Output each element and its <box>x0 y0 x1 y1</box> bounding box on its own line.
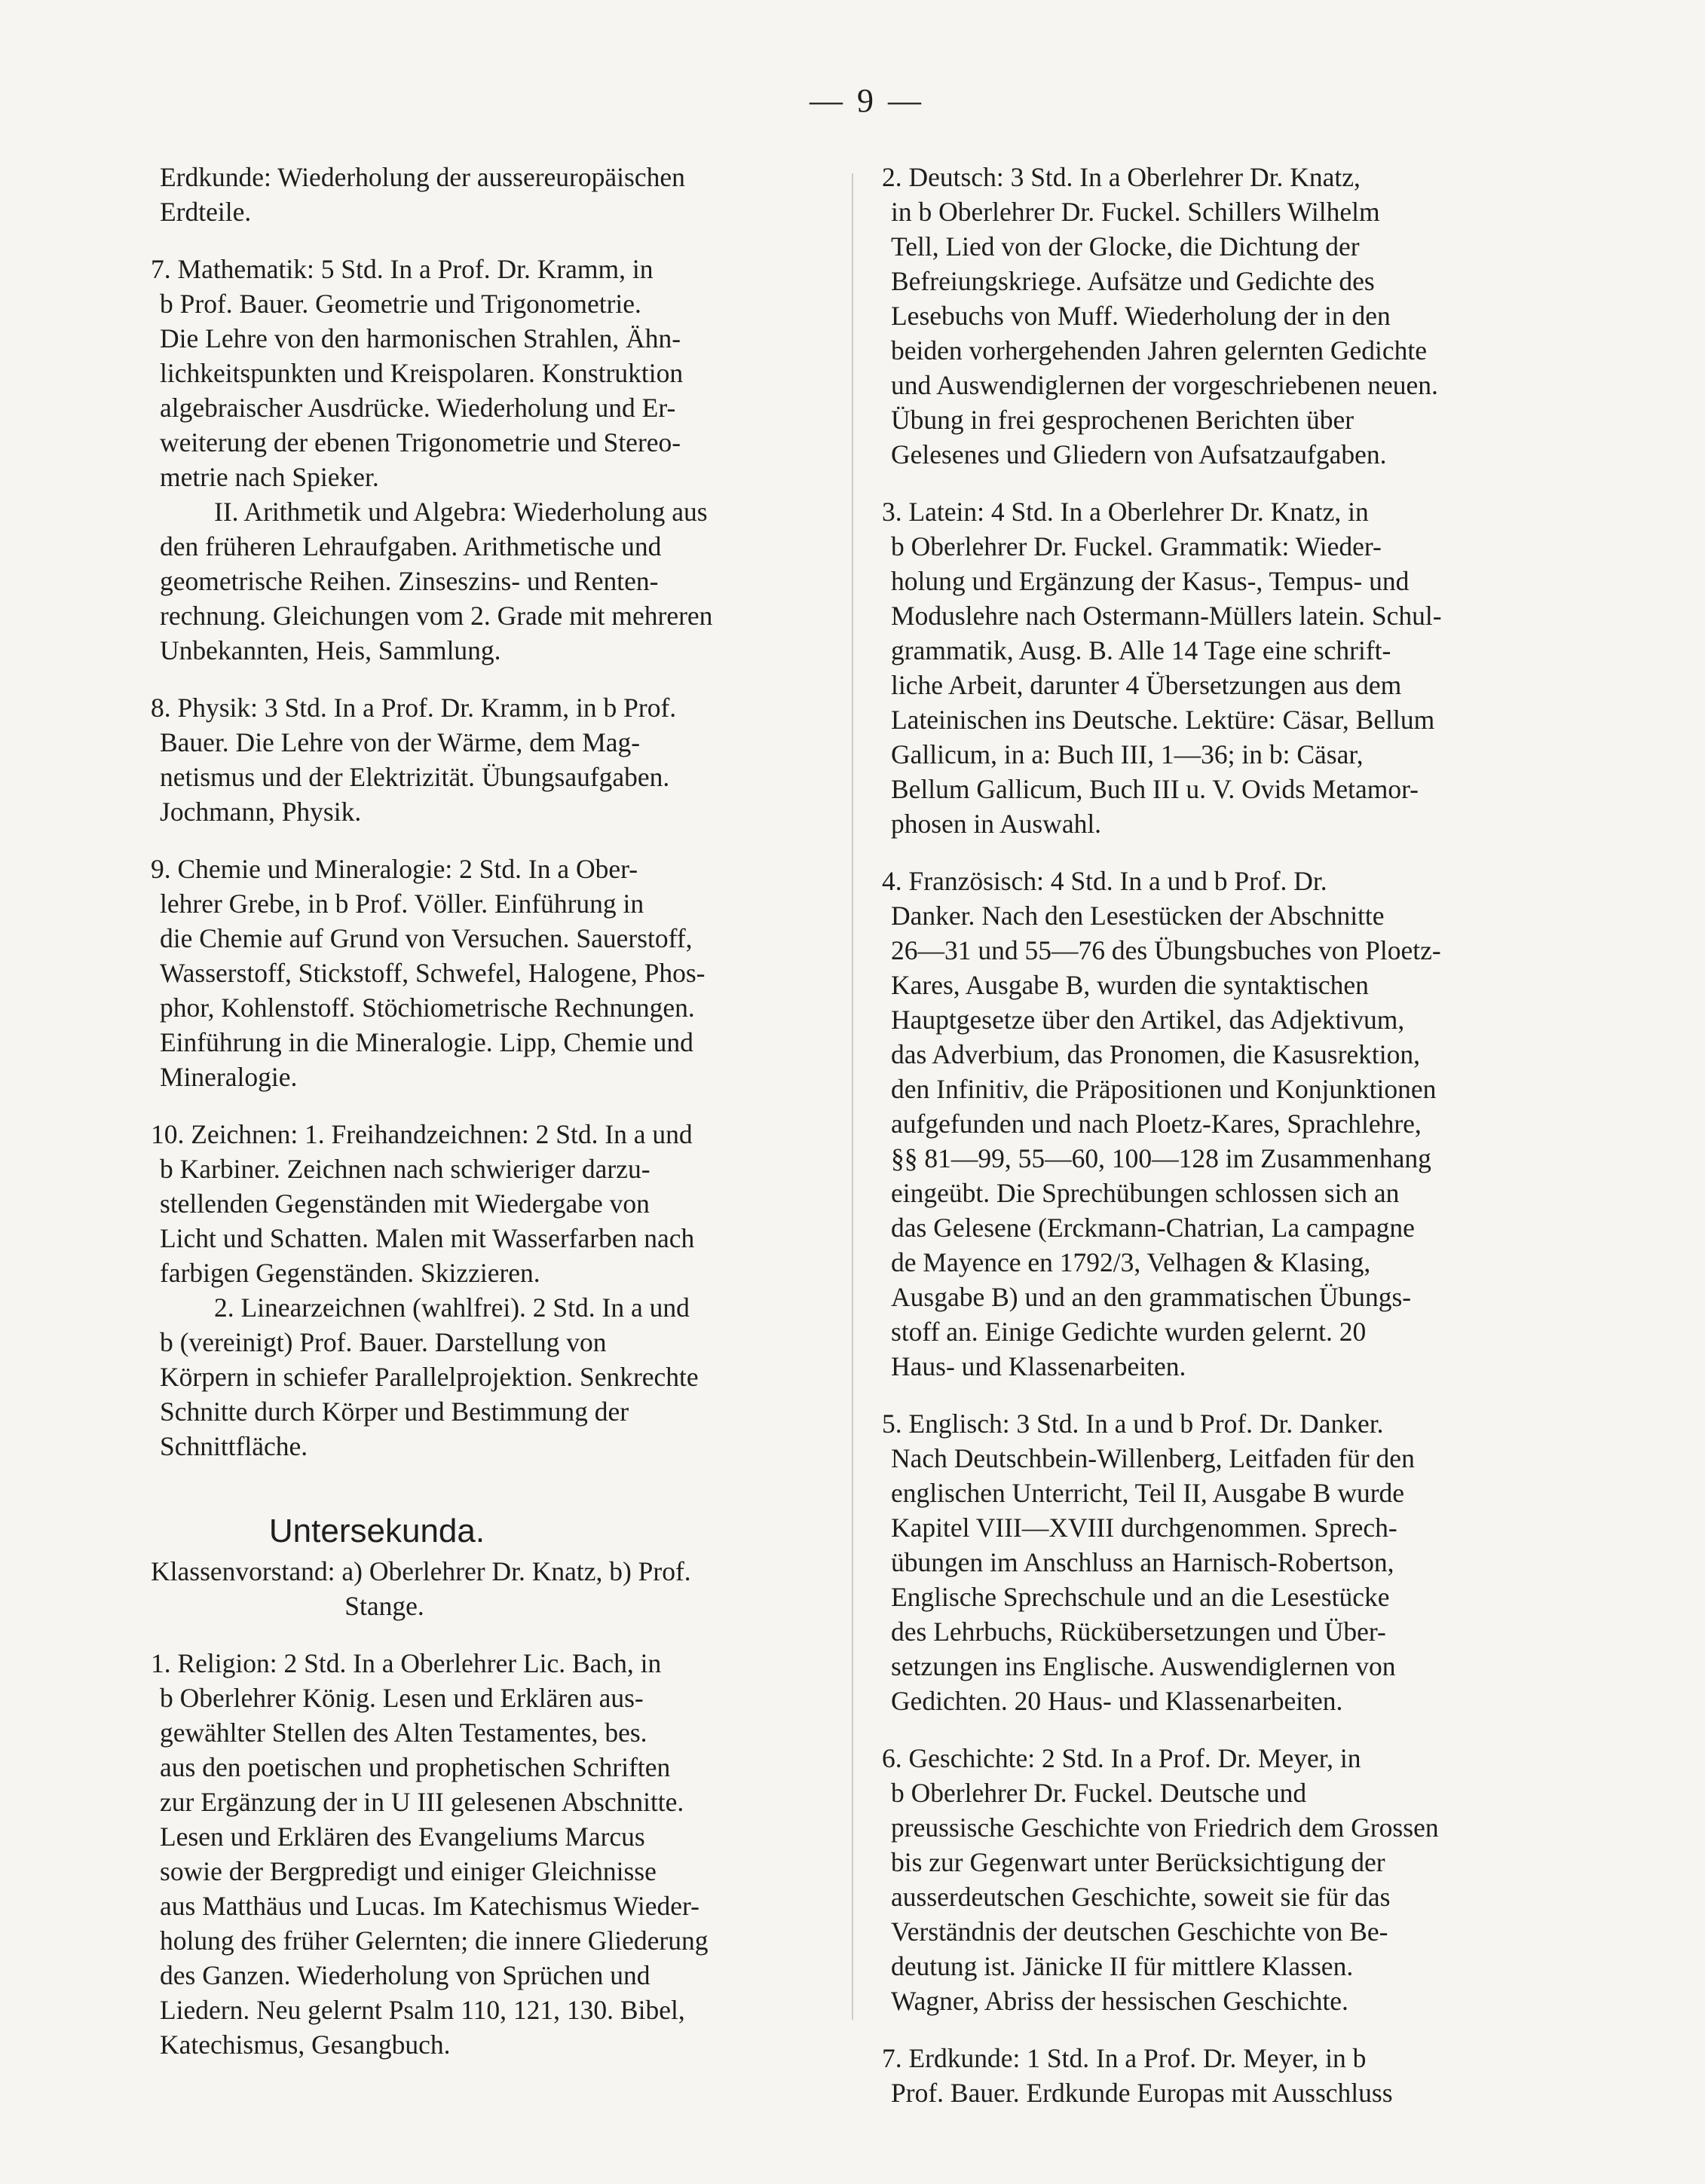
text-line: grammatik, Ausg. B. Alle 14 Tage eine schrift- <box>891 635 1391 665</box>
text-line: Nach Deutschbein-Willenberg, Leitfaden für den <box>891 1443 1415 1473</box>
text-line: Licht und Schatten. Malen mit Wasserfarben nach <box>160 1223 695 1253</box>
section-heading-latein: 3. Latein: 4 Std. In a Oberlehrer Dr. Knatz, in <box>882 497 1369 527</box>
section-heading-zeichnen: 10. Zeichnen: 1. Freihandzeichnen: 2 Std. In a und <box>151 1119 693 1149</box>
text-line: das Gelesene (Erckmann-Chatrian, La campagne <box>891 1213 1415 1243</box>
text-line: geometrische Reihen. Zinseszins- und Renten- <box>160 566 659 596</box>
text-line: Katechismus, Gesangbuch. <box>160 2030 451 2060</box>
text-line: Lesen und Erklären des Evangeliums Marcus <box>160 1822 645 1852</box>
text-line: Erdteile. <box>160 197 252 227</box>
text-line: Gallicum, in a: Buch III, 1—36; in b: Cäsar, <box>891 739 1364 769</box>
text-line: de Mayence en 1792/3, Velhagen & Klasing, <box>891 1247 1371 1277</box>
text-line: Bellum Gallicum, Buch III u. V. Ovids Metamor- <box>891 774 1419 804</box>
section-heading-mathematik: 7. Mathematik: 5 Std. In a Prof. Dr. Kramm, in <box>151 254 654 284</box>
text-line: stellenden Gegenständen mit Wiedergabe von <box>160 1188 650 1219</box>
text-line: Unbekannten, Heis, Sammlung. <box>160 635 501 665</box>
section-heading-religion: 1. Religion: 2 Std. In a Oberlehrer Lic. Bach, in <box>151 1648 662 1678</box>
text-line: b Prof. Bauer. Geometrie und Trigonometrie. <box>160 289 641 319</box>
text-line: aus Matthäus und Lucas. Im Katechismus Wieder- <box>160 1891 699 1921</box>
text-line: Liedern. Neu gelernt Psalm 110, 121, 130. Bibel, <box>160 1995 685 2025</box>
text-line: Haus- und Klassenarbeiten. <box>891 1351 1186 1381</box>
class-teacher-line: Stange. <box>344 1591 424 1621</box>
text-line: setzungen ins Englische. Auswendiglernen von <box>891 1651 1396 1681</box>
text-line: englischen Unterricht, Teil II, Ausgabe B wurde <box>891 1478 1405 1508</box>
text-line: holung und Ergänzung der Kasus-, Tempus- und <box>891 566 1410 596</box>
text-line: zur Ergänzung der in U III gelesenen Abschnitte. <box>160 1787 684 1817</box>
text-line: Gedichten. 20 Haus- und Klassenarbeiten. <box>891 1686 1343 1716</box>
text-line: Schnittfläche. <box>160 1431 308 1461</box>
text-line: Prof. Bauer. Erdkunde Europas mit Ausschluss <box>891 2078 1393 2108</box>
text-line: holung des früher Gelernten; die innere Gliederung <box>160 1926 709 1956</box>
text-line: Mineralogie. <box>160 1062 298 1092</box>
text-line: gewählter Stellen des Alten Testamentes, bes. <box>160 1718 647 1748</box>
text-line: lichkeitspunkten und Kreispolaren. Konstruktion <box>160 358 684 388</box>
text-line: den Infinitiv, die Präpositionen und Konjunktionen <box>891 1074 1437 1104</box>
text-line: algebraischer Ausdrücke. Wiederholung und Er- <box>160 393 676 423</box>
text-line: sowie der Bergpredigt und einiger Gleichnisse <box>160 1856 657 1886</box>
text-line: Tell, Lied von der Glocke, die Dichtung der <box>891 231 1360 262</box>
text-line: Englische Sprechschule und an die Lesestücke <box>891 1582 1390 1612</box>
section-heading-chemie: 9. Chemie und Mineralogie: 2 Std. In a Ober- <box>151 854 638 884</box>
text-line: Übung in frei gesprochenen Berichten über <box>891 405 1355 435</box>
text-line: eingeübt. Die Sprechübungen schlossen sich an <box>891 1178 1400 1208</box>
text-line: Lesebuchs von Muff. Wiederholung der in den <box>891 301 1391 331</box>
text-line: Jochmann, Physik. <box>160 797 362 827</box>
text-line: aufgefunden und nach Ploetz-Kares, Sprachlehre, <box>891 1109 1422 1139</box>
text-line: netismus und der Elektrizität. Übungsaufgaben. <box>160 762 670 792</box>
text-line: §§ 81—99, 55—60, 100—128 im Zusammenhang <box>891 1143 1431 1173</box>
left-column <box>151 160 874 2062</box>
text-line: farbigen Gegenständen. Skizzieren. <box>160 1258 540 1288</box>
text-line: 2. Linearzeichnen (wahlfrei). 2 Std. In a und <box>214 1292 690 1323</box>
text-line: stoff an. Einige Gedichte wurden gelernt. 20 <box>891 1317 1367 1347</box>
text-line: Danker. Nach den Lesestücken der Abschnitte <box>891 901 1385 931</box>
text-line: b Oberlehrer Dr. Fuckel. Deutsche und <box>891 1778 1307 1808</box>
text-line: phosen in Auswahl. <box>891 809 1102 839</box>
text-line: ausserdeutschen Geschichte, soweit sie für das <box>891 1882 1391 1912</box>
text-line: Kares, Ausgabe B, wurden die syntaktischen <box>891 970 1369 1000</box>
text-line: Kapitel VIII—XVIII durchgenommen. Sprech- <box>891 1513 1397 1543</box>
text-line: b Karbiner. Zeichnen nach schwieriger darzu- <box>160 1154 650 1184</box>
text-line: bis zur Gegenwart unter Berücksichtigung der <box>891 1847 1385 1877</box>
text-line: weiterung der ebenen Trigonometrie und Stereo- <box>160 427 681 457</box>
text-line: Verständnis der deutschen Geschichte von Be- <box>891 1916 1388 1947</box>
right-column <box>882 160 1580 2110</box>
section-heading-franzoesisch: 4. Französisch: 4 Std. In a und b Prof. Dr. <box>882 866 1327 896</box>
text-line: b Oberlehrer König. Lesen und Erklären aus- <box>160 1683 644 1713</box>
text-line: das Adverbium, das Pronomen, die Kasusrektion, <box>891 1039 1421 1069</box>
text-line: b Oberlehrer Dr. Fuckel. Grammatik: Wieder- <box>891 531 1382 561</box>
text-line: den früheren Lehraufgaben. Arithmetische und <box>160 531 662 561</box>
text-line: Körpern in schiefer Parallelprojektion. Senkrechte <box>160 1362 699 1392</box>
text-line: beiden vorhergehenden Jahren gelernten Gedichte <box>891 335 1428 366</box>
text-line: Einführung in die Mineralogie. Lipp, Chemie und <box>160 1027 693 1057</box>
text-line: übungen im Anschluss an Harnisch-Robertson, <box>891 1547 1394 1577</box>
text-line: aus den poetischen und prophetischen Schriften <box>160 1752 671 1782</box>
text-line: Bauer. Die Lehre von der Wärme, dem Mag- <box>160 727 641 757</box>
text-line: b (vereinigt) Prof. Bauer. Darstellung von <box>160 1327 607 1357</box>
section-heading-erdkunde: 7. Erdkunde: 1 Std. In a Prof. Dr. Meyer, in b <box>882 2043 1367 2073</box>
text-line: rechnung. Gleichungen vom 2. Grade mit mehreren <box>160 601 713 631</box>
section-title-untersekunda: Untersekunda. <box>268 1513 485 1549</box>
text-line: Ausgabe B) und an den grammatischen Übungs- <box>891 1282 1412 1312</box>
text-line: phor, Kohlenstoff. Stöchiometrische Rechnungen. <box>160 993 695 1023</box>
text-line: Gelesenes und Gliedern von Aufsatzaufgaben. <box>891 439 1387 470</box>
text-line: in b Oberlehrer Dr. Fuckel. Schillers Wilhelm <box>891 197 1380 227</box>
text-line: Moduslehre nach Ostermann-Müllers latein. Schul- <box>891 601 1442 631</box>
text-line: Die Lehre von den harmonischen Strahlen, Ähn- <box>160 323 681 353</box>
text-line: Lateinischen ins Deutsche. Lektüre: Cäsar, Bellum <box>891 705 1435 735</box>
text-line: Erdkunde: Wiederholung der aussereuropäischen <box>160 162 685 192</box>
text-line: des Lehrbuchs, Rückübersetzungen und Über- <box>891 1617 1386 1647</box>
page-number: — 9 — <box>810 82 924 119</box>
text-line: preussische Geschichte von Friedrich dem Grossen <box>891 1812 1439 1843</box>
text-line: Wagner, Abriss der hessischen Geschichte. <box>891 1986 1348 2016</box>
text-line: deutung ist. Jänicke II für mittlere Klassen. <box>891 1951 1354 1981</box>
text-line: Befreiungskriege. Aufsätze und Gedichte des <box>891 266 1375 296</box>
text-line: Wasserstoff, Stickstoff, Schwefel, Halogene, Phos- <box>160 958 706 988</box>
text-line: lehrer Grebe, in b Prof. Völler. Einführung in <box>160 889 644 919</box>
section-heading-englisch: 5. Englisch: 3 Std. In a und b Prof. Dr. Danker. <box>882 1409 1384 1439</box>
text-line: Schnitte durch Körper und Bestimmung der <box>160 1396 629 1427</box>
text-line: II. Arithmetik und Algebra: Wiederholung aus <box>214 497 708 527</box>
text-line: Hauptgesetze über den Artikel, das Adjektivum, <box>891 1005 1405 1035</box>
text-line: die Chemie auf Grund von Versuchen. Sauerstoff, <box>160 923 693 953</box>
section-heading-geschichte: 6. Geschichte: 2 Std. In a Prof. Dr. Meyer, in <box>882 1743 1361 1773</box>
text-line: metrie nach Spieker. <box>160 462 379 492</box>
text-line: des Ganzen. Wiederholung von Sprüchen und <box>160 1960 650 1990</box>
text-line: 26—31 und 55—76 des Übungsbuches von Ploetz- <box>891 935 1441 965</box>
section-heading-physik: 8. Physik: 3 Std. In a Prof. Dr. Kramm, in b Prof. <box>151 693 677 723</box>
class-teacher-line: Klassenvorstand: a) Oberlehrer Dr. Knatz, b) Prof. <box>151 1556 691 1586</box>
text-line: und Auswendiglernen der vorgeschriebenen neuen. <box>891 370 1438 400</box>
text-line: liche Arbeit, darunter 4 Übersetzungen aus dem <box>891 670 1402 700</box>
section-heading-deutsch: 2. Deutsch: 3 Std. In a Oberlehrer Dr. Knatz, <box>882 162 1361 192</box>
